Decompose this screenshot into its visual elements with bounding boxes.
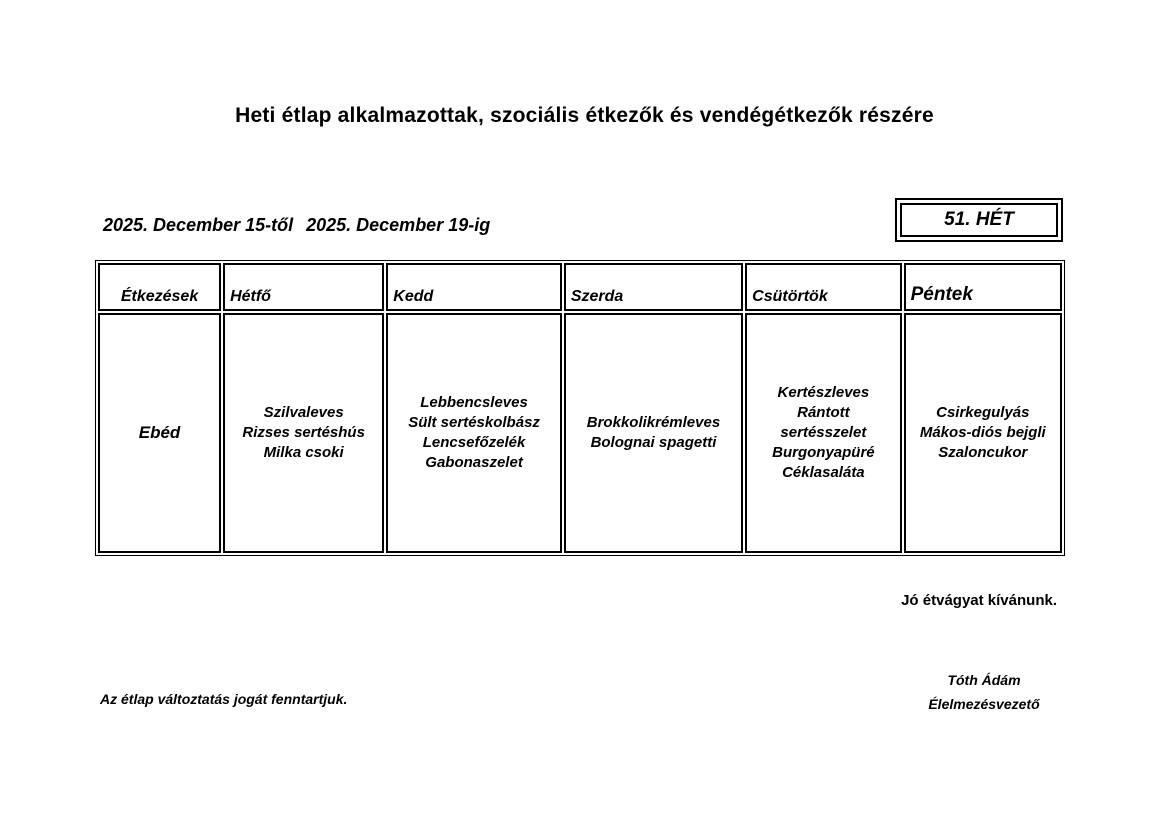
week-badge — [895, 198, 1063, 242]
menu-table — [95, 260, 1065, 556]
menu-item: Céklasaláta — [782, 464, 865, 481]
meal-label-lunch: Ebéd — [98, 313, 221, 553]
date-to: 2025. December 19-ig — [306, 215, 491, 235]
bon-appetit-note: Jó étvágyat kívánunk. — [901, 592, 1057, 609]
menu-item: Milka csoki — [263, 444, 344, 461]
header-row — [98, 263, 1062, 311]
menu-item: Kertészleves — [777, 384, 870, 401]
menu-item: Csirkegulyás — [936, 404, 1030, 421]
column-header-thursday: Csütörtök — [745, 263, 901, 311]
column-header-tuesday: Kedd — [386, 263, 562, 311]
menu-item: Mákos-diós bejgli — [919, 424, 1046, 441]
signature-name: Tóth Ádám — [947, 672, 1021, 688]
menu-item: Lencsefőzelék — [422, 434, 526, 451]
signature-title: Élelmezésvezető — [928, 696, 1040, 712]
signature-block — [896, 668, 1072, 716]
date-range — [103, 215, 490, 236]
lunch-row — [98, 313, 1062, 553]
disclaimer-note: Az étlap változtatás jogát fenntartjuk. — [100, 691, 348, 707]
menu-item: Sült sertéskolbász — [408, 414, 540, 431]
menu-item: Szaloncukor — [938, 444, 1028, 461]
week-badge-label: 51. HÉT — [900, 203, 1058, 237]
menu-cell-wednesday — [564, 313, 743, 553]
menu-item: Gabonaszelet — [425, 454, 523, 471]
menu-item: sertésszelet — [780, 424, 867, 441]
menu-item: Brokkolikrémleves — [586, 414, 721, 431]
menu-cell-friday — [904, 313, 1062, 553]
menu-cell-thursday — [745, 313, 901, 553]
menu-item: Rizses sertéshús — [242, 424, 365, 441]
column-header-meals: Étkezések — [98, 263, 221, 311]
menu-item: Szilvaleves — [263, 404, 344, 421]
menu-item: Bolognai spagetti — [590, 434, 717, 451]
column-header-monday: Hétfő — [223, 263, 384, 311]
menu-item: Lebbencsleves — [420, 394, 528, 411]
column-header-wednesday: Szerda — [564, 263, 743, 311]
menu-cell-monday — [223, 313, 384, 553]
column-header-friday: Péntek — [904, 263, 1062, 311]
menu-cell-tuesday — [386, 313, 562, 553]
menu-item: Rántott — [797, 404, 850, 421]
page-title: Heti étlap alkalmazottak, szociális étkezők és vendégétkezők részére — [235, 104, 934, 127]
date-from: 2025. December 15-től — [103, 215, 294, 235]
menu-item: Burgonyapüré — [772, 444, 875, 461]
